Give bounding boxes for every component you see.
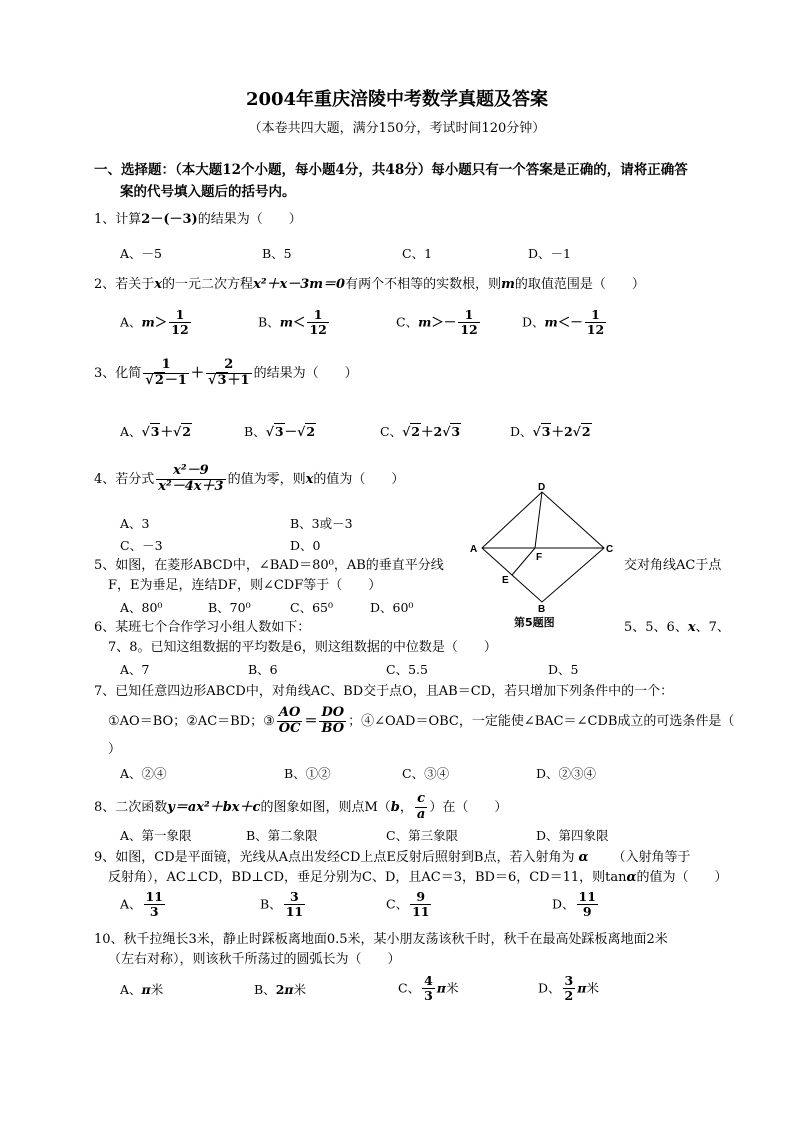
fraction-numerator: 9 <box>410 890 431 905</box>
radicand: 3 <box>150 424 160 439</box>
q2-option-c <box>396 308 482 338</box>
q8-mid: 的图象如图，则点M（ <box>260 799 391 815</box>
q10-option-b <box>254 982 306 997</box>
option-label: B、 <box>260 896 282 912</box>
q2-option-d <box>522 308 608 338</box>
fraction-numerator: 11 <box>145 889 163 904</box>
q3-option-c: C、√2＋2√3 <box>380 424 461 439</box>
q3-fraction-2 <box>206 358 252 389</box>
q9-option-d <box>552 890 600 920</box>
question-5-line1-right: 交对角线AC于点 <box>624 558 722 573</box>
q9-line1-text: 9、如图，CD是平面镜，光线从A点出发经CD上点E反射后照射到B点，若入射角为 <box>94 850 575 865</box>
fraction-denominator: x²－4x＋3 <box>158 478 224 494</box>
q4-post: 的值为零，则 <box>227 471 306 487</box>
q9-option-c <box>386 890 433 920</box>
option-fraction <box>585 308 606 338</box>
fraction-denominator: 3 <box>149 904 159 920</box>
q6-var-x: x <box>687 620 696 635</box>
q6-option-a: A、7 <box>120 662 150 677</box>
denominator-tail: －1 <box>164 372 187 388</box>
q5-option-a: A、80⁰ <box>120 600 163 615</box>
q1-option-b: B、5 <box>262 246 292 261</box>
question-8 <box>94 792 507 823</box>
option-fraction <box>563 974 576 1004</box>
radicand: 2 <box>411 424 420 439</box>
q1-option-c: C、1 <box>402 246 433 261</box>
q4-fraction <box>156 464 225 495</box>
q3-fraction-1 <box>143 358 189 389</box>
unit: 米 <box>150 982 164 997</box>
question-9-line1 <box>94 850 690 866</box>
q2-mid2: 有两个不相等的实数根，则 <box>345 277 502 292</box>
q4-option-c: C、－3 <box>120 538 163 553</box>
option-relation: ＞－ <box>431 314 457 330</box>
operator: － <box>284 424 298 439</box>
data-list-a: 5、5、6、 <box>624 620 688 635</box>
radicand: 2 <box>154 372 164 388</box>
option-fraction <box>410 890 431 920</box>
option-label: D、 <box>552 896 575 912</box>
radicand: 3 <box>451 424 461 439</box>
question-4 <box>94 464 404 495</box>
q4-option-a: A、3 <box>120 516 150 531</box>
q7-conditions-a: ①AO＝BO；②AC＝BD；③ <box>108 713 275 729</box>
question-2 <box>94 277 645 293</box>
option-fraction <box>307 308 328 338</box>
option-fraction <box>422 974 435 1004</box>
q8-option-a: A、第一象限 <box>120 828 192 843</box>
fraction-numerator: AO <box>277 706 303 722</box>
q2-option-a <box>120 308 193 338</box>
q7-option-a: A、②④ <box>120 766 167 781</box>
q9-option-b <box>260 890 307 920</box>
q7-option-d: D、②③④ <box>536 766 597 781</box>
q8-option-d: D、第四象限 <box>536 828 609 843</box>
option-label: C、 <box>380 424 403 439</box>
question-6-line2: 7、8。已知这组数据的平均数是6，则这组数据的中位数是（ ） <box>108 640 497 655</box>
fraction-numerator: 1 <box>169 308 190 323</box>
radicand: 2 <box>182 424 191 439</box>
q6-option-c: C、5.5 <box>386 662 428 677</box>
q7-conditions-b: ；④∠OAD＝OBC，一定能使∠BAC＝∠CDB成立的可选条件是（ <box>348 713 735 729</box>
question-7-line3: ） <box>108 742 122 757</box>
q3-post: 的结果为（ ） <box>253 365 358 381</box>
q8-comma: ， <box>399 799 413 815</box>
q3-plus: ＋ <box>190 365 204 381</box>
q3-option-b: B、√3－√2 <box>244 424 316 439</box>
q8-var-b: b <box>390 799 400 815</box>
radicand: 2 <box>581 424 591 439</box>
fraction-denominator: a <box>416 806 426 822</box>
data-list-b: 、7、 <box>695 620 730 635</box>
operator: ＋ <box>160 424 173 439</box>
pi-symbol: π <box>141 982 151 997</box>
option-lhs: m <box>418 314 432 330</box>
option-fraction <box>284 890 305 920</box>
option-label: C、 <box>386 896 409 912</box>
operator: ＋2 <box>551 424 573 439</box>
q8-option-c: C、第三象限 <box>386 828 459 843</box>
fraction-numerator: 1 <box>307 308 328 323</box>
option-label: A、 <box>120 424 142 439</box>
q7-fraction-1 <box>277 706 303 737</box>
option-fraction <box>169 308 190 338</box>
pi-symbol: π <box>436 980 446 996</box>
option-label: A、 <box>120 982 142 997</box>
fraction-denominator: √3＋1 <box>207 372 250 388</box>
q9-line2-tail: 的值为（ ） <box>636 870 728 885</box>
q2-equation: x²＋x－3m＝0 <box>253 277 346 292</box>
q5-option-d: D、60⁰ <box>370 600 414 615</box>
q6-option-b: B、6 <box>248 662 278 677</box>
q7-fraction-2 <box>319 706 346 737</box>
question-5-line1: 5、如图，在菱形ABCD中，∠BAD＝80⁰，AB的垂直平分线 <box>94 558 444 573</box>
option-fraction <box>458 308 479 338</box>
fraction-numerator: 3 <box>284 890 305 905</box>
option-fraction <box>144 890 165 920</box>
vertex-label-d: D <box>538 482 546 493</box>
question-9-line2 <box>108 870 728 886</box>
radicand: 3 <box>541 424 551 439</box>
question-3 <box>94 358 358 389</box>
fraction-numerator: DO <box>321 705 345 720</box>
fraction-numerator: 4 <box>424 973 433 988</box>
fraction-denominator: 3 <box>424 988 433 1004</box>
q7-option-c: C、③④ <box>402 766 450 781</box>
q1-post: 的结果为（ ） <box>197 212 302 227</box>
fraction-numerator: 1 <box>143 358 189 374</box>
q4-option-d: D、0 <box>290 538 321 553</box>
option-label: B、 <box>244 424 266 439</box>
option-label: D、 <box>510 424 533 439</box>
q3-pre: 3、化简 <box>94 365 142 381</box>
q3-option-d: D、√3＋2√2 <box>510 424 591 439</box>
q1-expression: 2－(－3) <box>141 212 198 227</box>
page-subtitle: （本卷共四大题，满分150分，考试时间120分钟） <box>248 121 546 136</box>
vertex-label-b: B <box>538 604 546 615</box>
operator: ＋2 <box>421 424 443 439</box>
fraction-numerator: 1 <box>458 308 479 323</box>
q7-option-b: B、①② <box>284 766 331 781</box>
option-lhs: m <box>141 314 155 330</box>
fraction-numerator: 11 <box>578 889 596 904</box>
fraction-denominator: 9 <box>582 904 592 920</box>
option-relation: ＜－ <box>557 314 583 330</box>
option-label: A、 <box>120 314 142 330</box>
point-label-e: E <box>502 575 509 586</box>
q4-option-b: B、3或－3 <box>290 516 353 531</box>
q4-post2: 的值为（ ） <box>313 471 405 487</box>
option-label: C、 <box>398 980 421 996</box>
fraction-denominator: 11 <box>285 904 304 920</box>
option-label: D、 <box>522 314 545 330</box>
q9-line2-text: 反射角），AC⊥CD，BD⊥CD，垂足分别为C、D，且AC＝3，BD＝6，CD＝11，则tan <box>108 870 627 885</box>
question-7-line2 <box>108 706 734 737</box>
page-title: 2004年重庆涪陵中考数学真题及答案 <box>245 89 549 110</box>
q10-option-a <box>120 982 163 997</box>
option-relation: ＞ <box>154 314 168 330</box>
q2-pre: 2、若关于 <box>94 277 155 292</box>
option-fraction <box>577 890 598 920</box>
fraction-denominator: 12 <box>171 322 189 338</box>
q9-alpha-2: α <box>626 870 637 885</box>
q8-fraction <box>415 792 427 823</box>
question-10-line1: 10、秋千拉绳长3米，静止时踩板离地面0.5米，某小朋友荡该秋千时，秋千在最高处踩板离地面2米 <box>94 932 668 947</box>
unit: 米 <box>445 980 459 996</box>
q9-line1-tail: （入射角等于 <box>612 850 691 865</box>
option-label: D、 <box>538 980 561 996</box>
question-7-line1: 7、已知任意四边形ABCD中，对角线AC、BD交于点O，且AB＝CD，若只增加下列条件中的一个： <box>94 684 674 699</box>
radicand: 3 <box>274 424 284 439</box>
option-label: C、 <box>396 314 419 330</box>
q2-var-x: x <box>154 277 163 292</box>
q2-option-b <box>258 308 331 338</box>
vertex-label-a: A <box>470 544 478 555</box>
q10-option-c <box>398 974 458 1004</box>
q1-option-d: D、－1 <box>528 246 571 261</box>
fraction-denominator: √2－1 <box>145 372 187 388</box>
question-6-line1: 6、某班七个合作学习小组人数如下： <box>94 620 311 635</box>
fraction-numerator: x²－9 <box>156 464 225 480</box>
question-5-line2: F，E为垂足，连结DF，则∠CDF等于（ ） <box>108 578 382 593</box>
question-10-line2: （左右对称），则该秋千所荡过的圆弧长为（ ） <box>108 952 401 967</box>
q8-pre: 8、二次函数 <box>94 799 168 815</box>
q7-equals: ＝ <box>304 713 318 729</box>
fraction-denominator: 12 <box>586 322 605 338</box>
fraction-denominator: OC <box>278 720 301 736</box>
fraction-numerator: 3 <box>564 973 574 988</box>
option-label: B、 <box>254 982 276 997</box>
q5-option-b: B、70⁰ <box>208 600 251 615</box>
vertex-label-c: C <box>606 544 614 555</box>
radicand: 3 <box>217 372 227 388</box>
q8-post: ）在（ ） <box>429 799 508 815</box>
q9-alpha: α <box>578 850 589 865</box>
option-lhs: m <box>544 314 558 330</box>
pi-symbol: π <box>577 980 587 996</box>
option-label: B、 <box>258 314 280 330</box>
q4-pre: 4、若分式 <box>94 471 155 487</box>
fraction-numerator: 2 <box>206 358 252 374</box>
q5-option-c: C、65⁰ <box>290 600 333 615</box>
section-heading-line2: 案的代号填入题后的括号内。 <box>120 184 296 200</box>
coefficient: 2 <box>275 982 285 997</box>
q10-option-d <box>538 974 599 1004</box>
q2-post: 的取值范围是（ ） <box>514 277 645 292</box>
question-6-line1-right <box>624 620 730 636</box>
radicand: 2 <box>306 424 316 439</box>
q1-option-a: A、－5 <box>120 246 162 261</box>
fraction-numerator: 1 <box>585 308 606 323</box>
question-1 <box>94 212 302 228</box>
option-label: A、 <box>120 896 142 912</box>
q3-option-a: A、√3＋√2 <box>120 424 191 439</box>
q4-var-x: x <box>305 471 314 487</box>
segment-df <box>535 492 542 548</box>
q8-option-b: B、第二象限 <box>246 828 318 843</box>
q1-pre: 1、计算 <box>94 212 142 227</box>
point-label-f: F <box>536 552 543 563</box>
fraction-denominator: 12 <box>309 322 327 338</box>
q9-option-a <box>120 890 167 920</box>
q2-mid: 的一元二次方程 <box>162 277 254 292</box>
option-relation: ＜ <box>292 314 306 330</box>
fraction-numerator: c <box>415 792 427 808</box>
unit: 米 <box>293 982 307 997</box>
q8-equation: y＝ax²＋bx＋c <box>167 799 261 815</box>
pi-symbol: π <box>284 982 294 997</box>
fraction-denominator: 11 <box>412 904 430 920</box>
section-heading-line1: 一、选择题：（本大题12个小题，每小题4分，共48分）每小题只有一个答案是正确的，请将正确答 <box>94 162 688 178</box>
figure-caption: 第5题图 <box>514 616 555 629</box>
q2-var-m: m <box>501 277 515 292</box>
option-lhs: m <box>279 314 293 330</box>
fraction-denominator: 2 <box>564 988 574 1004</box>
denominator-tail: ＋1 <box>227 372 250 388</box>
rhombus-outline <box>482 492 604 602</box>
fraction-denominator: BO <box>321 720 345 736</box>
perpendicular-bisector-ef <box>512 548 535 575</box>
fraction-denominator: 12 <box>460 322 478 338</box>
unit: 米 <box>586 980 599 996</box>
q6-option-d: D、5 <box>548 662 579 677</box>
figure-q5-rhombus <box>464 480 624 630</box>
